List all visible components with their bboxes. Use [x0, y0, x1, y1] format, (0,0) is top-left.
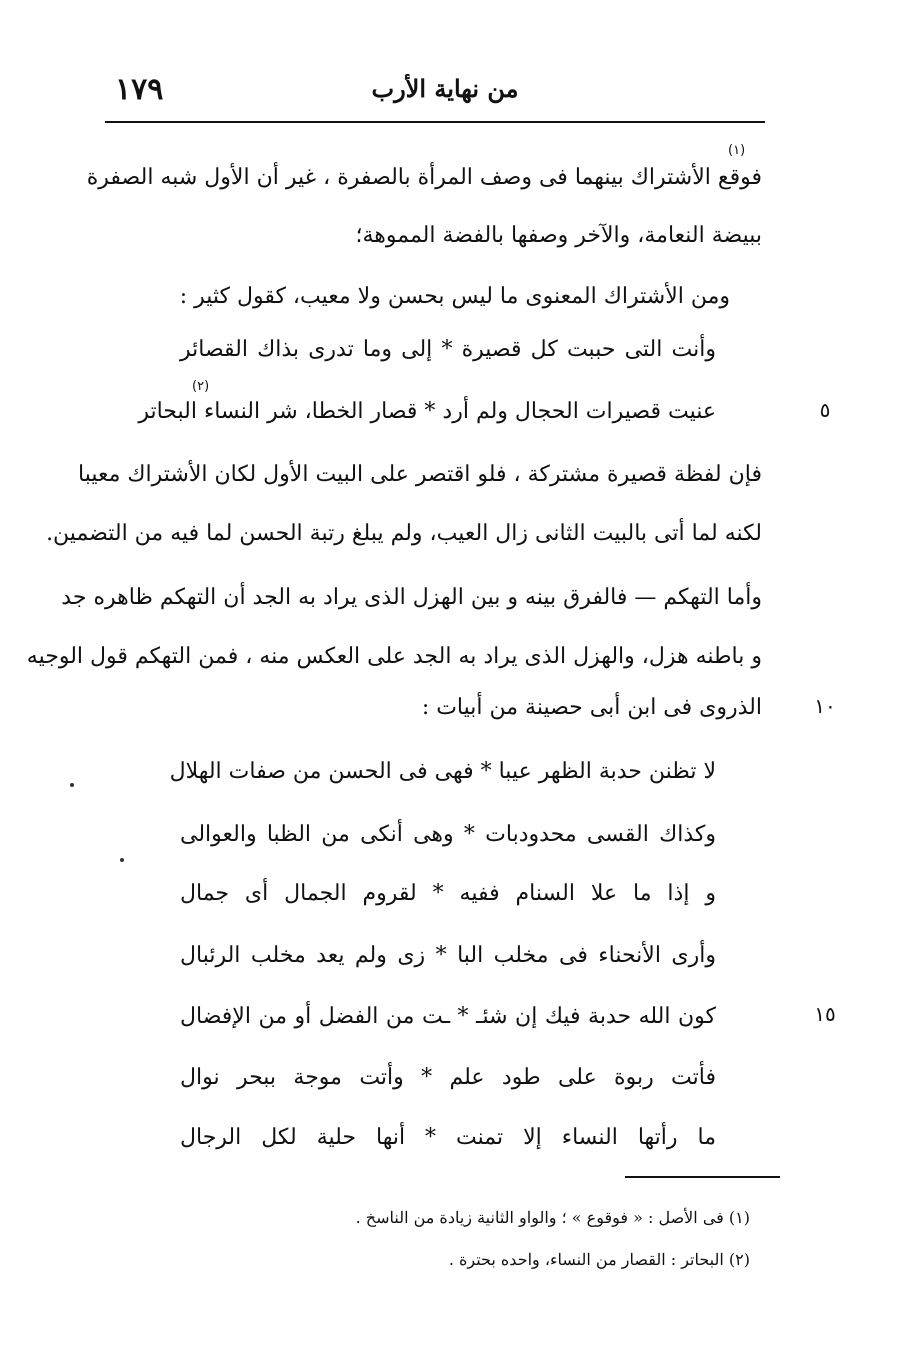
text-line: لكنه لما أتى بالبيت الثانى زال العيب، ولم يبلغ رتبة الحسن لما فيه من التضمين. [46, 521, 762, 546]
text-line: الذروى فى ابن أبى حصينة من أبيات : [421, 695, 762, 720]
verse-line: فأتت ربوة على طود علم * وأتت موجة ببحر نوال [180, 1065, 716, 1090]
line-number-5: ٥ [819, 398, 831, 422]
verse-line: ما رأتها النساء إلا تمنت * أنها حلية لكل الرجال [180, 1125, 716, 1150]
footnote-mark-1: (١) [728, 143, 746, 158]
running-title: من نهاية الأرب [371, 74, 519, 103]
verse-line: كون الله حدبة فيك إن شئـ * ـت من الفضل أو من الإفضال [180, 1004, 716, 1029]
footnote-1: (١) فى الأصل : « فوقوع » ؛ والواو الثانية زيادة من الناسخ . [355, 1208, 750, 1227]
paper-speck [120, 858, 124, 862]
verse-line: عنيت قصيرات الحجال ولم أرد * قصار الخطا، شر النساء البحاتر [138, 399, 716, 424]
line-number-15: ١٥ [814, 1002, 836, 1026]
text-line: ببيضة النعامة، والآخر وصفها بالفضة المموهة؛ [355, 223, 762, 248]
text-line: و باطنه هزل، والهزل الذى يراد به الجد على العكس منه ، فمن التهكم قول الوجيه [26, 644, 762, 669]
text-line: ومن الأشتراك المعنوى ما ليس بحسن ولا معيب، كقول كثير : [179, 284, 730, 309]
paper-speck [70, 783, 74, 787]
line-number-10: ١٠ [814, 694, 836, 718]
verse-line: لا تظنن حدبة الظهر عيبا * فهى فى الحسن من صفات الهلال [169, 759, 716, 784]
page-number: ١٧٩ [115, 72, 164, 107]
footnote-mark-2: (٢) [192, 379, 210, 394]
text-line: فوقع الأشتراك بينهما فى وصف المرأة بالصفرة ، غير أن الأول شبه الصفرة [86, 165, 762, 190]
verse-line: وأنت التى حببت كل قصيرة * إلى وما تدرى بذاك القصائر [180, 337, 716, 362]
verse-line: وكذاك القسى محدودبات * وهى أنكى من الظبا والعوالى [180, 822, 716, 847]
text-line: فإن لفظة قصيرة مشتركة ، فلو اقتصر على البيت الأول لكان الأشتراك معيبا [78, 462, 762, 487]
text-line: وأما التهكم — فالفرق بينه و بين الهزل الذى يراد به الجد أن التهكم ظاهره جد [61, 585, 762, 610]
header-rule [105, 121, 765, 123]
verse-line: و إذا ما علا السنام ففيه * لقروم الجمال أى جمال [180, 881, 716, 906]
footnote-2: (٢) البحاتر : القصار من النساء، واحده بحترة . [448, 1250, 750, 1269]
footnote-rule [625, 1176, 780, 1178]
verse-line: وأرى الأنحناء فى مخلب البا * زى ولم يعد مخلب الرئبال [180, 943, 716, 968]
